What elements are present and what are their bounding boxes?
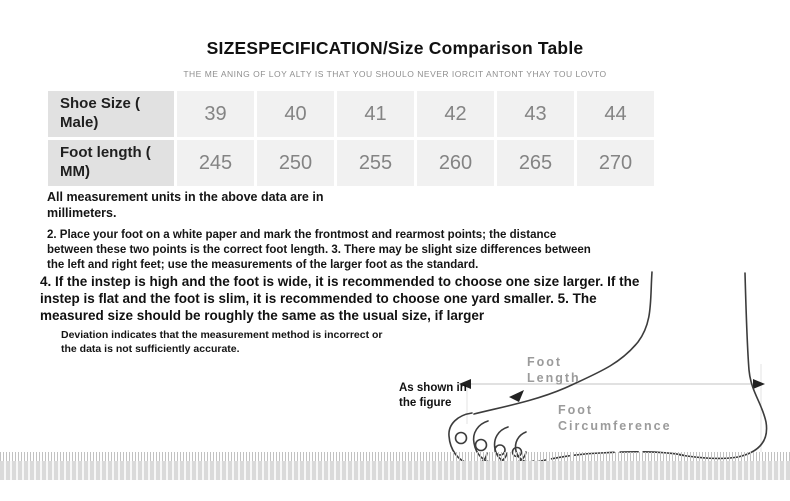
row-header-shoe-size: Shoe Size ( Male) xyxy=(48,91,174,137)
size-cell: 43 xyxy=(497,91,574,137)
as-shown-label: As shown in the figure xyxy=(399,382,467,410)
foot-length-cell: 265 xyxy=(497,140,574,186)
note-steps-4-5: 4. If the instep is high and the foot is wide, it is recommended to choose one size larger. If the instep is flat and the foot is slim, it is recommended to choose one yard smaller. 5. The measured size should be roughly the same as the usual size, if larger xyxy=(40,274,640,323)
foot-length-cell: 250 xyxy=(257,140,334,186)
page-title: SIZESPECIFICATION/Size Comparison Table xyxy=(206,38,584,58)
note-deviation: Deviation indicates that the measurement method is incorrect or the data is not sufficiently accurate. xyxy=(61,329,383,356)
arrow-right-icon xyxy=(753,379,765,389)
foot-length-label: Foot Length xyxy=(527,355,581,385)
size-cell: 40 xyxy=(257,91,334,137)
row-header-foot-length: Foot length ( MM) xyxy=(48,140,174,186)
size-cell: 42 xyxy=(417,91,494,137)
size-cell: 39 xyxy=(177,91,254,137)
foot-length-cell: 260 xyxy=(417,140,494,186)
note-steps-2-3: 2. Place your foot on a white paper and mark the frontmost and rearmost points; the distance between these two points is the correct foot length. 3. There may be slight size differences between the left and right feet; use the measurements of the larger foot as the standard. xyxy=(47,229,591,271)
foot-circumference-label: Foot Circumference xyxy=(558,403,672,433)
foot-length-cell: 255 xyxy=(337,140,414,186)
foot-length-cell: 270 xyxy=(577,140,654,186)
size-cell: 44 xyxy=(577,91,654,137)
size-cell: 41 xyxy=(337,91,414,137)
instep-arrow-icon xyxy=(509,390,524,402)
page-subtitle: THE ME ANING OF LOY ALTY IS THAT YOU SHOULO NEVER IORCIT ANTONT YHAY TOU LOVTO xyxy=(183,69,607,79)
foot-length-cell: 245 xyxy=(177,140,254,186)
ruler-icon xyxy=(0,461,790,480)
note-units: All measurement units in the above data are in millimeters. xyxy=(47,190,324,221)
